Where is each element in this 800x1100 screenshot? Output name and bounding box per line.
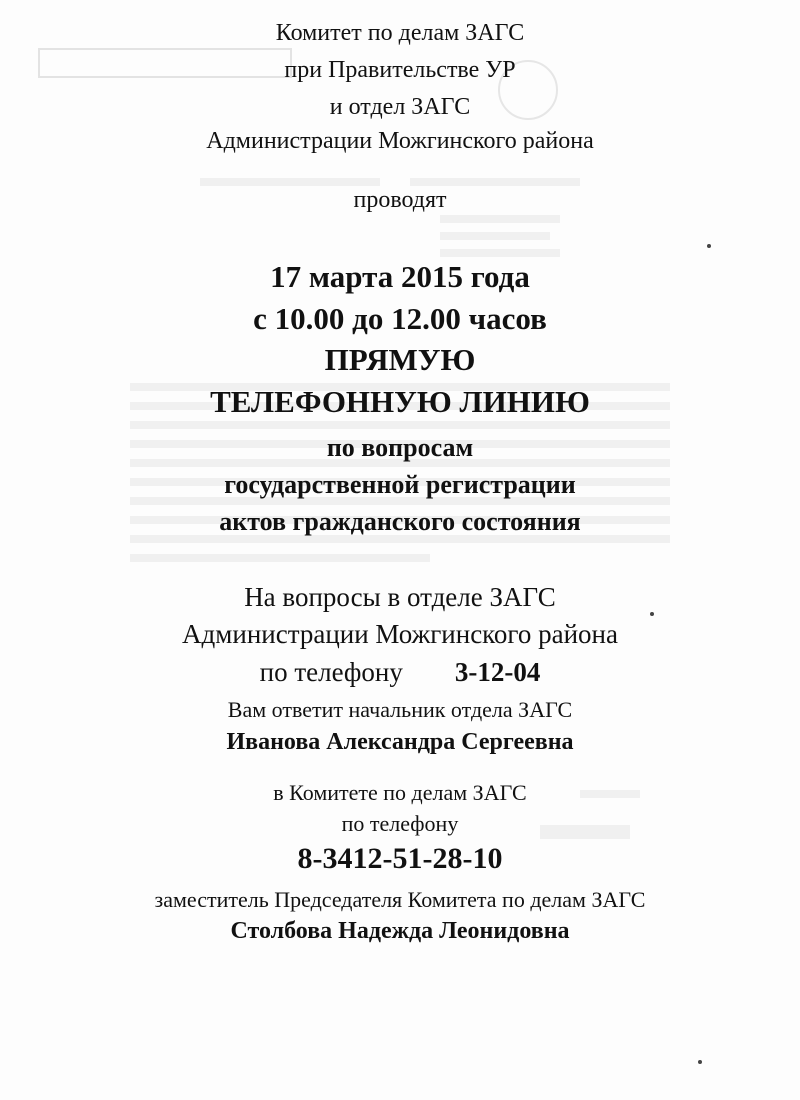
event-topic-line-2: государственной регистрации <box>224 470 576 499</box>
scan-speck <box>707 244 711 248</box>
committee-line-2: по телефону <box>341 811 459 836</box>
bleed-through-line <box>200 178 380 186</box>
local-office-line-2: Администрации Можгинского района <box>182 619 618 649</box>
intro-text: проводят <box>353 187 447 213</box>
bleed-through-line <box>440 249 560 257</box>
local-office-phone: 3-12-04 <box>454 657 541 687</box>
local-office-phone-label: по телефону <box>259 657 403 687</box>
event-topic-line-3: актов гражданского состояния <box>219 507 581 536</box>
local-office-line-1: На вопросы в отделе ЗАГС <box>244 582 556 612</box>
scan-speck <box>698 1060 702 1064</box>
bleed-through-line <box>440 215 560 223</box>
event-date: 17 марта 2015 года <box>270 259 530 294</box>
local-office-phone-row <box>0 657 800 688</box>
local-office-answerer-name: Иванова Александра Сергеевна <box>226 729 574 755</box>
event-time: с 10.00 до 12.00 часов <box>253 301 547 336</box>
bleed-through-line <box>130 554 430 562</box>
header-line-1: Комитет по делам ЗАГС <box>275 20 525 46</box>
committee-answerer-role: заместитель Председателя Комитета по делам ЗАГС <box>154 887 646 912</box>
event-topic-line-1: по вопросам <box>326 433 474 462</box>
committee-answerer-name: Столбова Надежда Леонидовна <box>230 918 570 944</box>
header-line-4: Администрации Можгинского района <box>206 128 594 154</box>
bleed-through-line <box>130 421 670 429</box>
event-title-line-2: ТЕЛЕФОННУЮ ЛИНИЮ <box>210 384 590 419</box>
bleed-through-line <box>410 178 580 186</box>
committee-line-1: в Комитете по делам ЗАГС <box>273 780 527 805</box>
header-line-2: при Правительстве УР <box>284 57 516 83</box>
event-title-line-1: ПРЯМУЮ <box>324 342 476 377</box>
committee-phone: 8-3412-51-28-10 <box>297 842 503 875</box>
bleed-through-line <box>440 232 550 240</box>
header-line-3: и отдел ЗАГС <box>329 94 471 120</box>
local-office-answerer-role: Вам ответит начальник отдела ЗАГС <box>227 697 573 722</box>
